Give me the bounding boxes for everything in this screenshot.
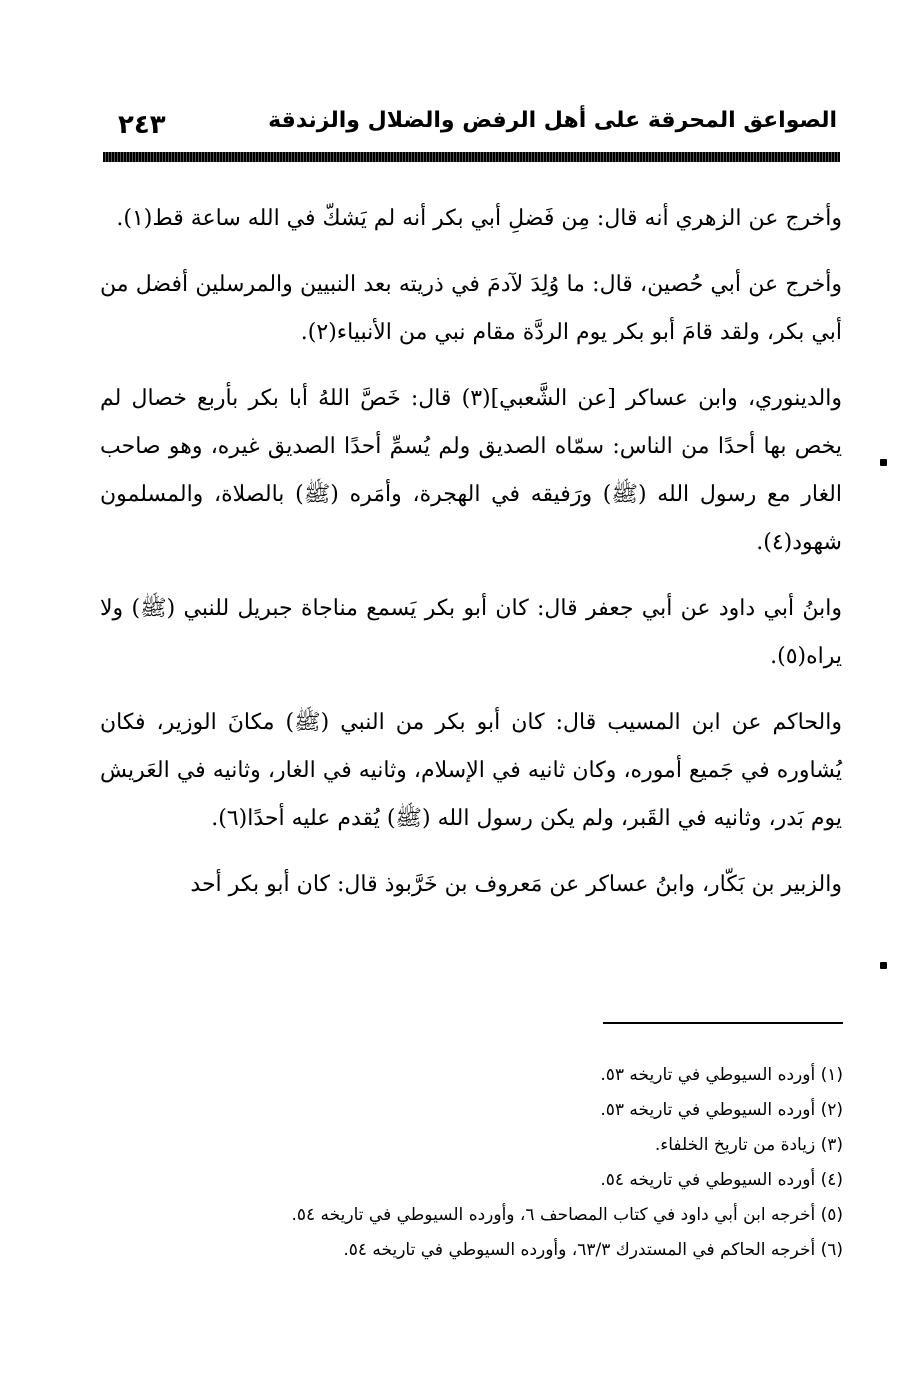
page-number: ٢٤٣ xyxy=(118,110,166,140)
paragraph: والزبير بن بَكّار، وابنُ عساكر عن مَعروف بن خَرَّبوذ قال: كان أبو بكر أحد xyxy=(190,872,842,897)
paragraph: والحاكم عن ابن المسيب قال: كان أبو بكر من النبي (ﷺ) مكانَ الوزير، فكان يُشاوره في جَميع أموره، وكان ثانيه في الإسلام، وثانيه في الغار، وثانيه في العَريش يوم بَدر، وثانيه في القَبر، ولم يكن رسول الله (ﷺ) يُقدم عليه أحدًا(٦). xyxy=(100,710,842,831)
margin-mark xyxy=(880,459,887,466)
paragraph: وابنُ أبي داود عن أبي جعفر قال: كان أبو بكر يَسمع مناجاة جبريل للنبي (ﷺ) ولا يراه(٥). xyxy=(100,596,842,669)
margin-mark xyxy=(880,962,887,969)
main-text xyxy=(100,195,842,927)
footnote-item: (٥) أخرجه ابن أبي داود في كتاب المصاحف ٦، وأورده السيوطي في تاريخه ٥٤. xyxy=(291,1205,843,1225)
footnote-item: (٢) أورده السيوطي في تاريخه ٥٣. xyxy=(600,1100,843,1120)
footnotes xyxy=(203,1058,843,1268)
paragraph: والدينوري، وابن عساكر [عن الشَّعبي](٣) قال: خَصَّ اللهُ أبا بكر بأربع خصال لم يخص بها أحدًا من الناس: سمّاه الصديق ولم يُسمِّ أحدًا الصديق غيره، وهو صاحب الغار مع رسول الله (ﷺ) ورَفيقه في الهجرة، وأمَره (ﷺ) بالصلاة، والمسلمون شهود(٤). xyxy=(100,386,842,555)
running-header-title: الصواعق المحرقة على أهل الرفض والضلال والزندقة xyxy=(268,108,837,133)
paragraph: وأخرج عن أبي حُصين، قال: ما وُلِدَ لآدمَ في ذريته بعد النبيين والمرسلين أفضل من أبي بكر، ولقد قامَ أبو بكر يوم الردَّة مقام نبي من الأنبياء(٢). xyxy=(100,272,842,345)
footnote-item: (١) أورده السيوطي في تاريخه ٥٣. xyxy=(600,1065,843,1085)
footnote-item: (٦) أخرجه الحاكم في المستدرك ٦٣/٣، وأورده السيوطي في تاريخه ٥٤. xyxy=(343,1240,843,1260)
footnote-item: (٤) أورده السيوطي في تاريخه ٥٤. xyxy=(600,1170,843,1190)
header-rule xyxy=(103,152,840,162)
paragraph: وأخرج عن الزهري أنه قال: مِن فَضلِ أبي بكر أنه لم يَشكّ في الله ساعة قط(١). xyxy=(116,206,842,231)
footnote-rule xyxy=(603,1022,843,1024)
footnote-item: (٣) زيادة من تاريخ الخلفاء. xyxy=(654,1135,843,1155)
